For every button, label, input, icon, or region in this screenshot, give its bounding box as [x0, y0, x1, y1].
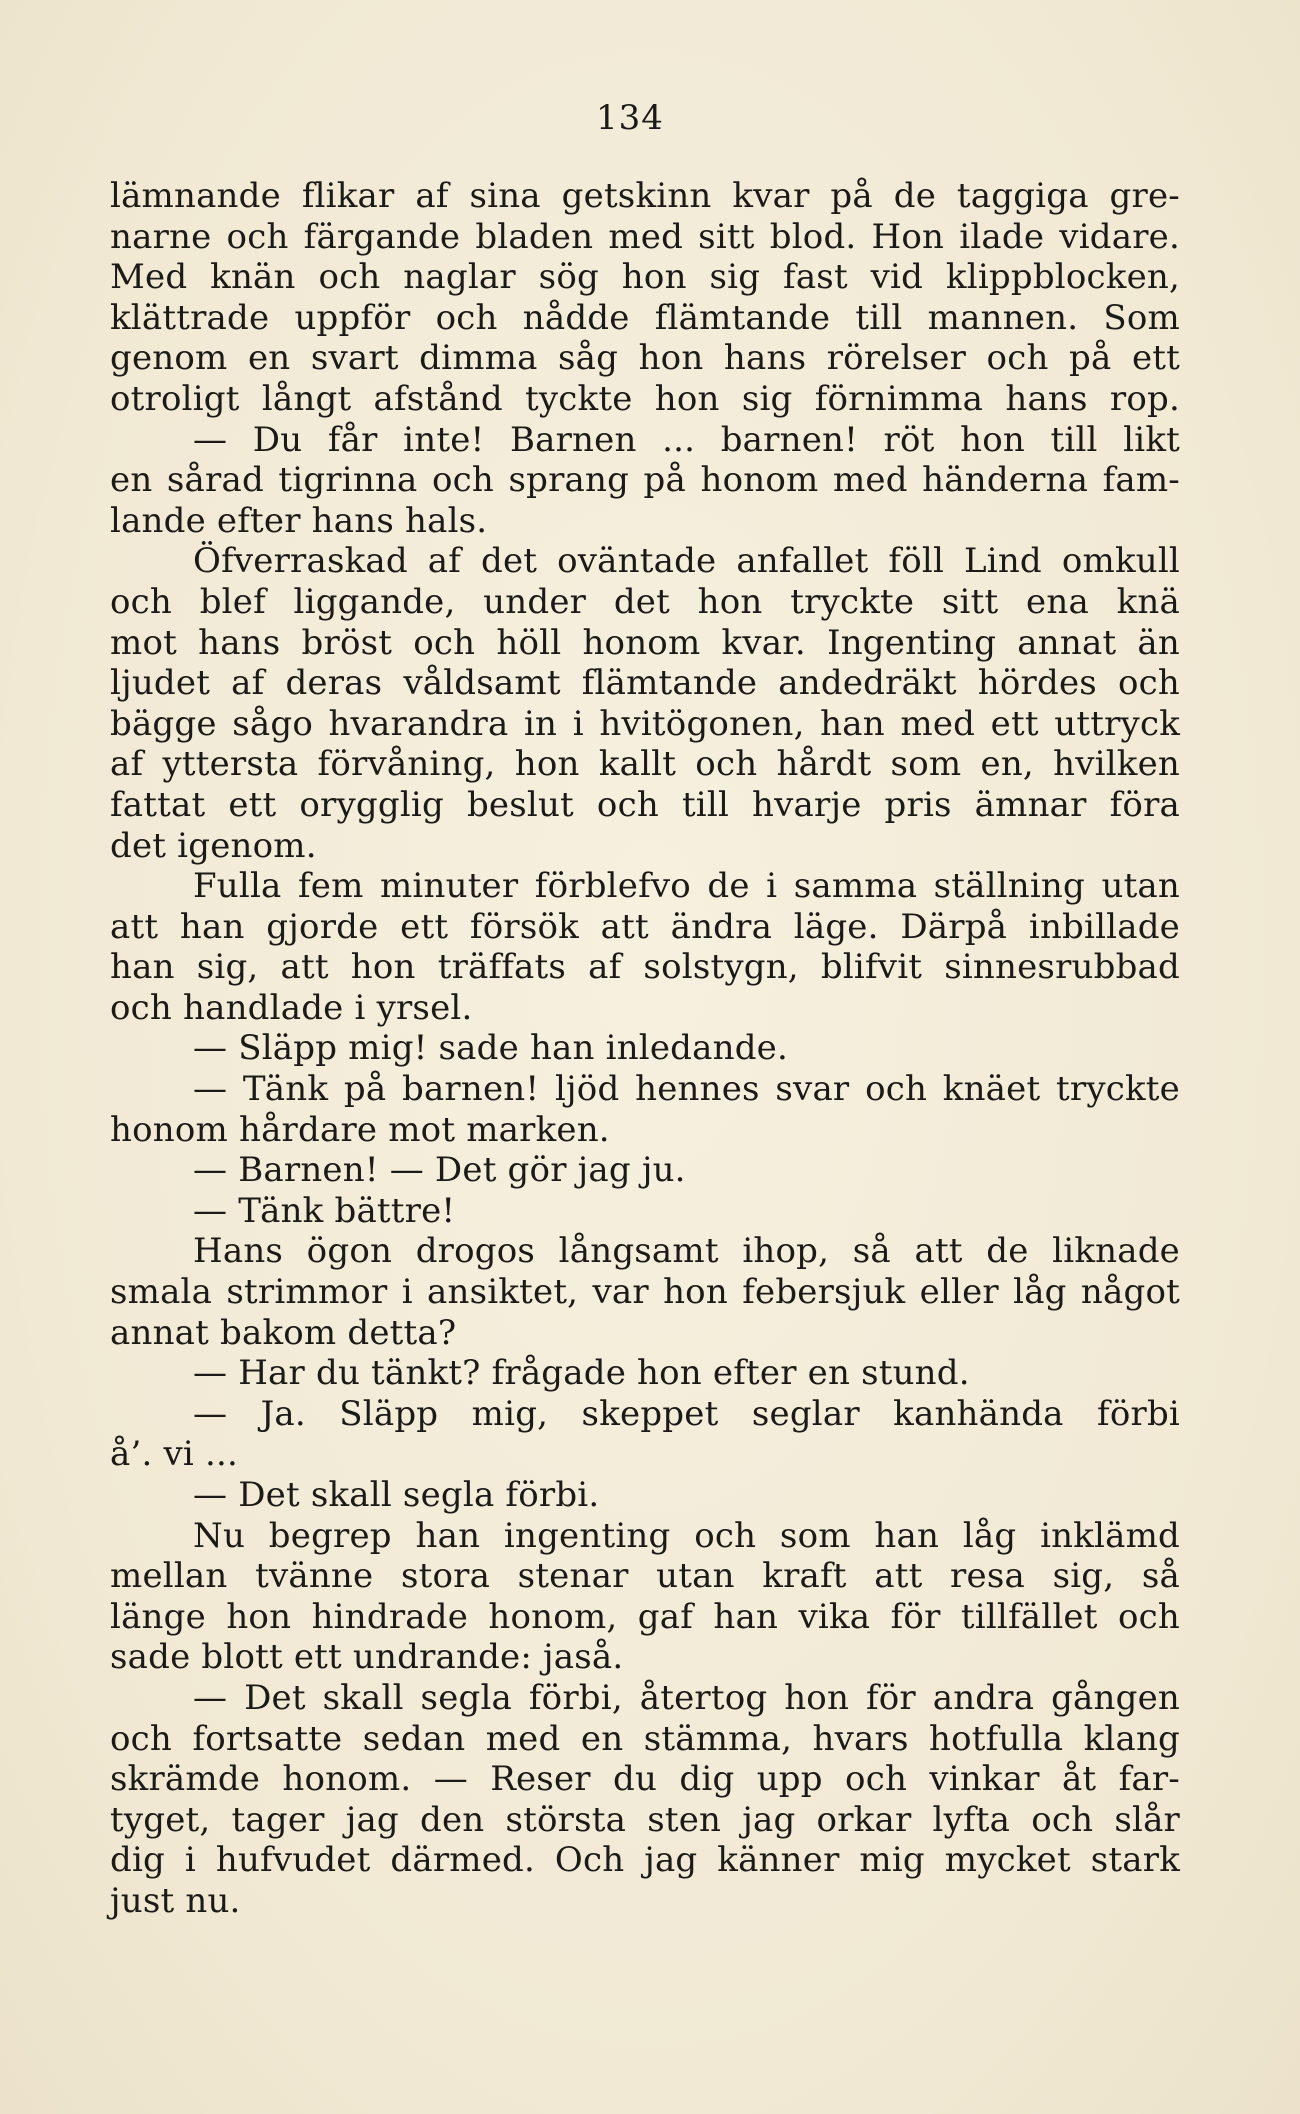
text-line: Fulla fem minuter förblefvo de i samma ställning utan: [193, 866, 1180, 907]
text-line: och handlade i yrsel.: [110, 987, 473, 1028]
text-line: Öfverraskad af det oväntade anfallet föll Lind omkull: [193, 541, 1180, 582]
text-line: — Tänk bättre!: [193, 1190, 456, 1231]
text-line: han sig, att hon träffats af solstygn, blifvit sinnesrubbad: [110, 947, 1180, 988]
text-line: lande efter hans hals.: [110, 500, 488, 541]
text-line: tyget, tager jag den största sten jag orkar lyfta och slår: [110, 1799, 1180, 1840]
text-line: just nu.: [110, 1880, 241, 1921]
text-line: mellan tvänne stora stenar utan kraft att resa sig, så: [110, 1556, 1180, 1597]
page-number: 134: [596, 98, 664, 138]
text-line: — Det skall segla förbi, återtog hon för andra gången: [193, 1677, 1180, 1718]
text-line: — Har du tänkt? frågade hon efter en stund.: [193, 1353, 970, 1394]
text-line: fattat ett orygglig beslut och till hvarje pris ämnar föra: [110, 784, 1180, 825]
text-line: å’. vi ...: [110, 1434, 239, 1475]
text-line: klättrade uppför och nådde flämtande till mannen. Som: [110, 297, 1180, 338]
text-line: genom en svart dimma såg hon hans rörelser och på ett: [110, 338, 1180, 379]
text-line: sade blott ett undrande: jaså.: [110, 1637, 624, 1678]
text-line: och fortsatte sedan med en stämma, hvars hotfulla klang: [110, 1718, 1180, 1759]
text-line: Med knän och naglar sög hon sig fast vid klippblocken,: [110, 257, 1180, 298]
text-line: lämnande flikar af sina getskinn kvar på de taggiga gre-: [110, 176, 1180, 216]
text-line: Nu begrep han ingenting och som han låg inklämd: [193, 1515, 1180, 1556]
text-line: — Tänk på barnen! ljöd hennes svar och knäet tryckte: [193, 1069, 1180, 1110]
text-line: och blef liggande, under det hon tryckte sitt ena knä: [110, 581, 1180, 622]
text-line: otroligt långt afstånd tyckte hon sig förnimma hans rop.: [110, 378, 1180, 419]
text-line: af yttersta förvåning, hon kallt och hårdt som en, hvilken: [110, 744, 1180, 785]
text-line: ljudet af deras våldsamt flämtande andedräkt hördes och: [110, 663, 1180, 704]
text-line: en sårad tigrinna och sprang på honom med händerna fam-: [110, 460, 1180, 501]
text-line: smala strimmor i ansiktet, var hon febersjuk eller låg något: [110, 1272, 1180, 1313]
text-line: — Det skall segla förbi.: [193, 1475, 600, 1515]
text-line: narne och färgande bladen med sitt blod. Hon ilade vidare.: [110, 216, 1180, 257]
text-line: att han gjorde ett försök att ändra läge. Därpå inbillade: [110, 906, 1180, 947]
text-line: Hans ögon drogos långsamt ihop, så att de liknade: [193, 1231, 1180, 1272]
text-line: — Släpp mig! sade han inledande.: [193, 1028, 789, 1069]
text-line: länge hon hindrade honom, gaf han vika för tillfället och: [110, 1596, 1180, 1637]
text-line: — Du får inte! Barnen ... barnen! röt hon till likt: [193, 419, 1180, 460]
text-line: mot hans bröst och höll honom kvar. Ingenting annat än: [110, 622, 1180, 663]
text-line: dig i hufvudet därmed. Och jag känner mig mycket stark: [110, 1840, 1180, 1881]
text-line: bägge sågo hvarandra in i hvitögonen, han med ett uttryck: [110, 703, 1180, 744]
text-line: det igenom.: [110, 825, 317, 866]
text-line: annat bakom detta?: [110, 1312, 457, 1353]
body-text: [110, 176, 1180, 1922]
text-line: skrämde honom. — Reser du dig upp och vinkar åt far-: [110, 1759, 1180, 1800]
text-line: — Barnen! — Det gör jag ju.: [193, 1150, 686, 1191]
text-line: honom hårdare mot marken.: [110, 1109, 610, 1150]
text-line: — Ja. Släpp mig, skeppet seglar kanhända förbi: [193, 1393, 1180, 1434]
